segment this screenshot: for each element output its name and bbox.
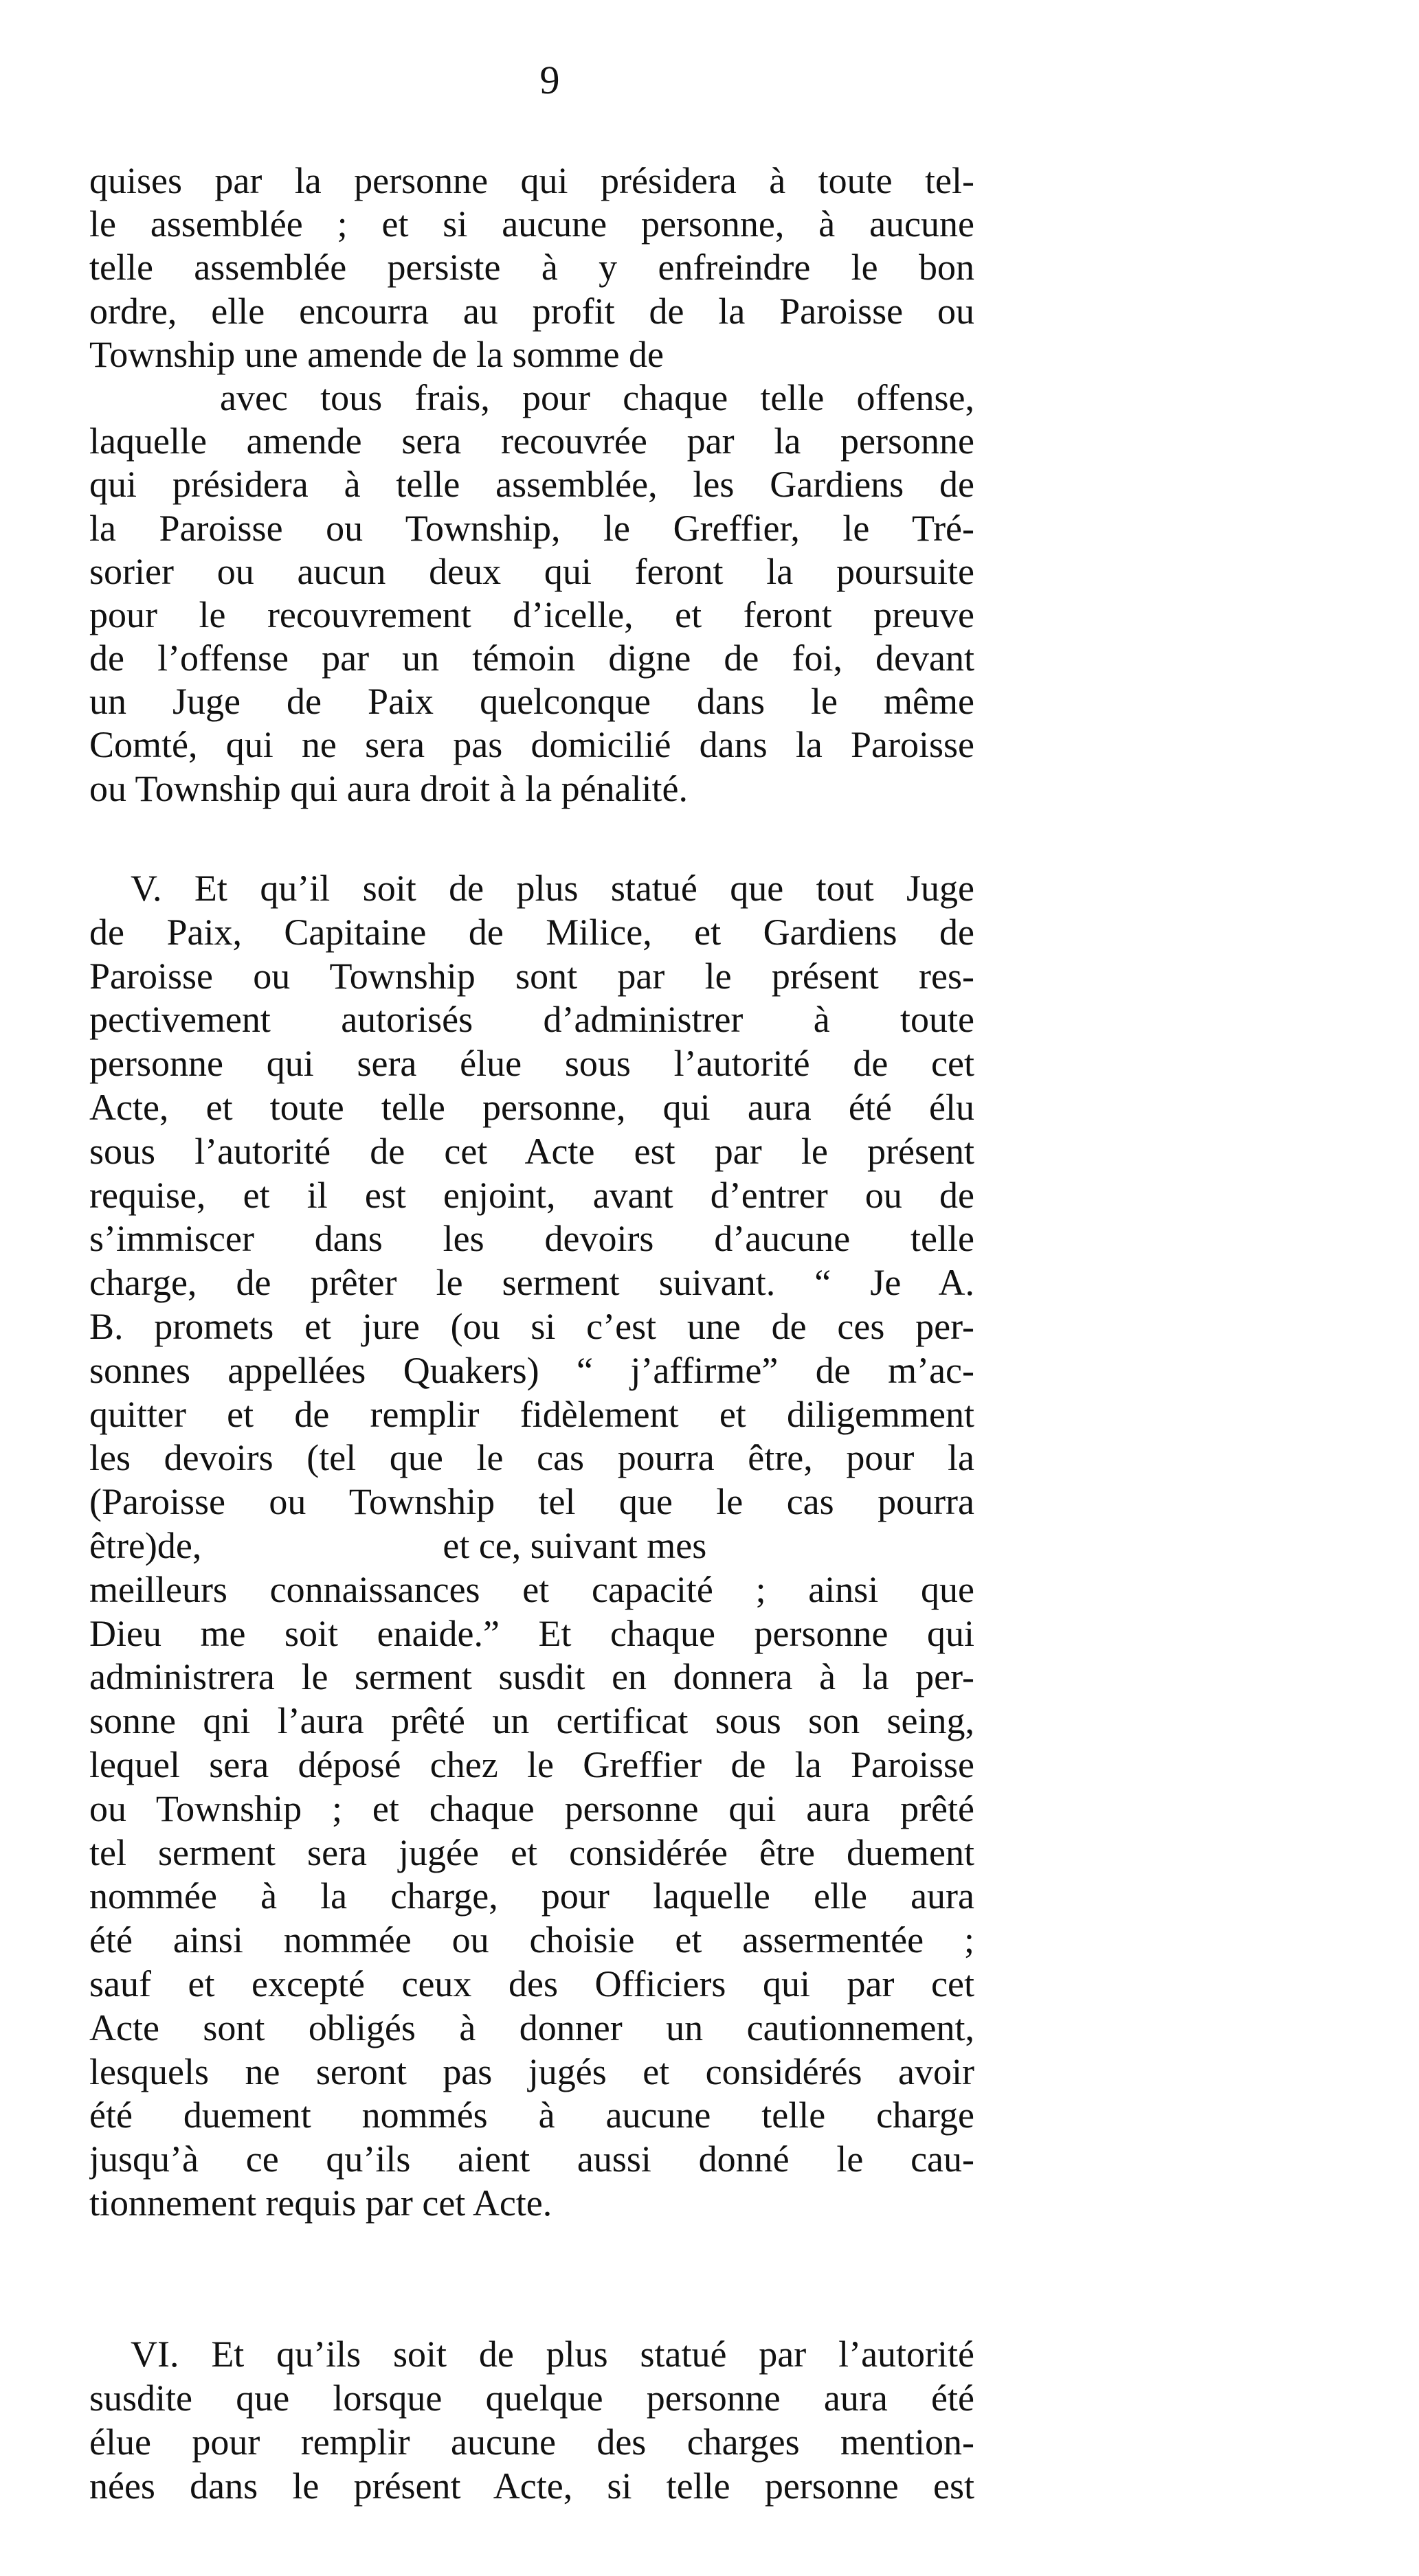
text-line: laquelle amende sera recouvrée par la personne <box>89 420 974 462</box>
paragraph-section-v <box>89 867 974 2226</box>
text-line: quises par la personne qui présidera à toute tel- <box>89 160 974 201</box>
text-line: de l’offense par un témoin digne de foi, devant <box>89 637 974 679</box>
text-line: lequel sera déposé chez le Greffier de la Paroisse <box>89 1743 974 1785</box>
text-line: V. Et qu’il soit de plus statué que tout Juge <box>131 868 974 909</box>
text-line: pour le recouvrement d’icelle, et feront preuve <box>89 594 974 635</box>
text-line: tionnement requis par cet Acte. <box>89 2182 552 2224</box>
text-line: (Paroisse ou Township tel que le cas pourra <box>89 1481 974 1523</box>
text-line: ou Township qui aura droit à la pénalité. <box>89 767 689 809</box>
text-line: Comté, qui ne sera pas domicilié dans la Paroisse <box>89 724 974 766</box>
text-line: un Juge de Paix quelconque dans le même <box>89 681 974 723</box>
text-line: susdite que lorsque quelque personne aura été <box>89 2377 974 2419</box>
text-line: ordre, elle encourra au profit de la Paroisse ou <box>89 290 974 332</box>
text-line: sous l’autorité de cet Acte est par le présent <box>89 1130 974 1172</box>
text-line: Dieu me soit enaide.” Et chaque personne qui <box>89 1612 974 1654</box>
paragraph-continuation <box>89 159 974 811</box>
text-line: quitter et de remplir fidèlement et diligemment <box>89 1393 974 1435</box>
text-line: tel serment sera jugée et considérée être duement <box>89 1831 974 1873</box>
text-line: nommée à la charge, pour laquelle elle aura <box>89 1875 974 1917</box>
text-line: telle assemblée persiste à y enfreindre le bon <box>89 247 974 289</box>
text-line: de Paix, Capitaine de Milice, et Gardiens de <box>89 911 974 953</box>
text-line: Paroisse ou Township sont par le présent res- <box>89 955 974 997</box>
text-line: sorier ou aucun deux qui feront la poursuite <box>89 550 974 592</box>
text-line: Township une amende de la somme de <box>89 333 664 375</box>
text-line: sonnes appellées Quakers) “ j’affirme” de m’ac- <box>89 1349 974 1391</box>
paragraph-section-vi <box>89 2332 974 2508</box>
text-line: personne qui sera élue sous l’autorité de cet <box>89 1043 974 1085</box>
text-line: Acte sont obligés à donner un cautionnement, <box>89 2007 974 2048</box>
text-line: le assemblée ; et si aucune personne, à aucune <box>89 203 974 245</box>
text-line: charge, de prêter le serment suivant. “ Je A. <box>89 1262 974 1304</box>
text-line: les devoirs (tel que le cas pourra être, pour la <box>89 1437 974 1479</box>
text-line: été ainsi nommée ou choisie et assermentée ; <box>89 1919 974 1961</box>
text-line: VI. Et qu’ils soit de plus statué par l’autorité <box>131 2334 974 2375</box>
text-line: pectivement autorisés d’administrer à toute <box>89 999 974 1041</box>
text-line: ou Township ; et chaque personne qui aura prêté <box>89 1787 974 1829</box>
text-line: sauf et excepté ceux des Officiers qui par cet <box>89 1963 974 2004</box>
page-number: 9 <box>539 58 560 102</box>
text-line: meilleurs connaissances et capacité ; ainsi que <box>89 1568 974 1610</box>
text-line: élue pour remplir aucune des charges mention- <box>89 2421 974 2463</box>
text-line: nées dans le présent Acte, si telle personne est <box>89 2465 974 2507</box>
text-line: la Paroisse ou Township, le Greffier, le Tré- <box>89 507 974 549</box>
text-line: B. promets et jure (ou si c’est une de ces per- <box>89 1305 974 1347</box>
text-line: lesquels ne seront pas jugés et considérés avoir <box>89 2050 974 2092</box>
text-line: été duement nommés à aucune telle charge <box>89 2094 974 2136</box>
text-line: sonne qni l’aura prêté un certificat sous son seing, <box>89 1700 974 1742</box>
text-line: qui présidera à telle assemblée, les Gardiens de <box>89 464 974 506</box>
text-line: administrera le serment susdit en donnera à la per- <box>89 1656 974 1698</box>
text-line: jusqu’à ce qu’ils aient aussi donné le cau- <box>89 2138 974 2180</box>
text-line: être)de, et ce, suivant mes <box>89 1524 707 1566</box>
text-line: Acte, et toute telle personne, qui aura été élu <box>89 1086 974 1128</box>
text-line: requise, et il est enjoint, avant d’entrer ou de <box>89 1174 974 1216</box>
text-line: avec tous frais, pour chaque telle offense, <box>220 376 974 418</box>
text-line: s’immiscer dans les devoirs d’aucune telle <box>89 1218 974 1260</box>
